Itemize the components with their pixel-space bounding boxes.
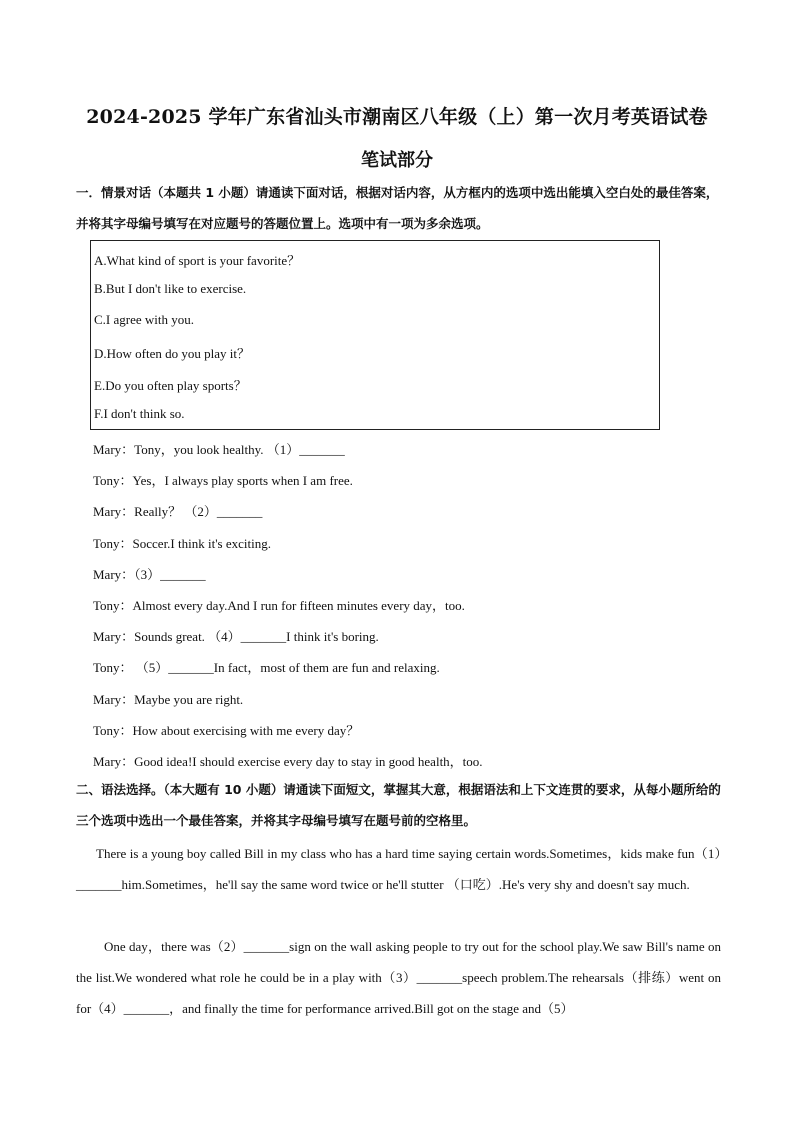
section2-instruction: 二、语法选择。（本大题有 10 小题）请通读下面短文，掌握其大意，根据语法和上下文连贯的要求，从每小题所给的三个选项中选出一个最佳答案，并将其字母编号填写在题号前的空格里。 bbox=[76, 782, 721, 828]
dialogue-line: Mary：Tony，you look healthy. （1）_______ bbox=[93, 442, 345, 457]
dialogue-line: Tony：How about exercising with me every day？ bbox=[93, 723, 360, 738]
exam-title: 2024-2025 学年广东省汕头市潮南区八年级（上）第一次月考英语试卷 bbox=[86, 106, 708, 128]
passage-paragraph-2: One day，there was（2）_______sign on the wall asking people to try out for the school play.We saw Bill's name on the list.We wondered what role he could be in a play with（3）_______speech problem.The rehearsals（排练）went on for（4）_______，and finally the time for performance arrived.Bill got on the stage and（5） bbox=[76, 939, 721, 1016]
dialogue-line: Tony：Yes，I always play sports when I am free. bbox=[93, 473, 353, 488]
dialogue-line: Mary：Good idea!I should exercise every day to stay in good health，too. bbox=[93, 754, 483, 769]
dialogue-line: Mary：Maybe you are right. bbox=[93, 692, 244, 707]
option-d: D.How often do you play it？ bbox=[94, 346, 250, 361]
option-e: E.Do you often play sports？ bbox=[94, 378, 247, 393]
dialogue-line: Tony：Soccer.I think it's exciting. bbox=[93, 536, 271, 551]
section1-instruction: 一．情景对话（本题共 1 小题）请通读下面对话，根据对话内容，从方框内的选项中选出能填入空白处的最佳答案，并将其字母编号填写在对应题号的答题位置上。选项中有一项为多余选项。 bbox=[76, 185, 719, 231]
dialogue-line: Tony： （5）_______In fact，most of them are fun and relaxing. bbox=[93, 660, 440, 675]
dialogue-line: Mary：Sounds great. （4）_______I think it's boring. bbox=[93, 629, 379, 644]
option-f: F.I don't think so. bbox=[94, 406, 185, 421]
option-c: C.I agree with you. bbox=[94, 312, 195, 327]
exam-subtitle: 笔试部分 bbox=[361, 150, 433, 171]
passage-paragraph-1: There is a young boy called Bill in my class who has a hard time saying certain words.Sometimes，kids make fun（1）_______him.Sometimes，he'll say the same word twice or he'll stutter （口吃）.He's very shy and doesn't say much. bbox=[76, 846, 721, 892]
dialogue-line: Tony：Almost every day.And I run for fifteen minutes every day，too. bbox=[93, 598, 465, 613]
option-b: B.But I don't like to exercise. bbox=[94, 281, 247, 296]
dialogue-line: Mary：（3）_______ bbox=[93, 567, 206, 582]
dialogue-line: Mary：Really？ （2）_______ bbox=[93, 504, 263, 519]
options-box bbox=[90, 240, 660, 430]
option-a: A.What kind of sport is your favorite？ bbox=[94, 253, 301, 268]
